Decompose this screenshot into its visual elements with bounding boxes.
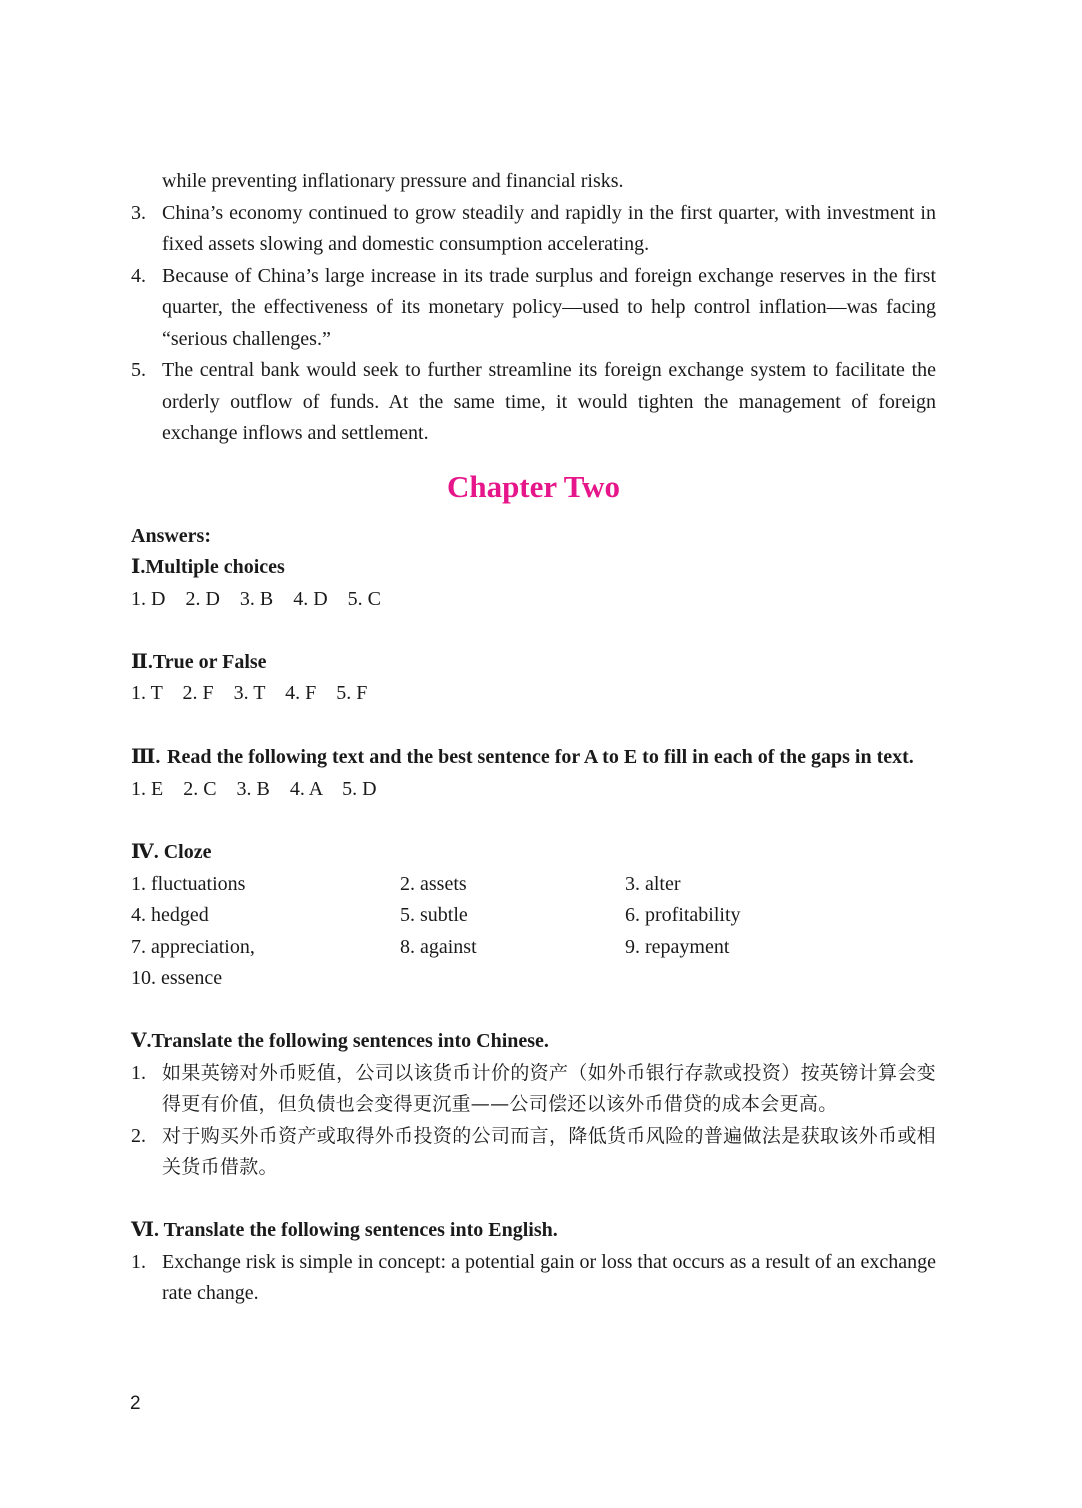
cloze-answer: 9. repayment xyxy=(625,935,730,958)
item-text: 对于购买外币资产或取得外币投资的公司而言，降低货币风险的普遍做法是获取该外币或相关货币借款。 xyxy=(162,1124,936,1178)
cloze-answers xyxy=(131,869,936,995)
summary-list xyxy=(131,198,936,450)
item-number: 2. xyxy=(131,1124,146,1147)
section-heading xyxy=(131,552,936,584)
cloze-answer: 10. essence xyxy=(131,967,223,989)
item-number: 3. xyxy=(131,201,146,224)
chapter-title: Chapter Two xyxy=(446,468,621,504)
cloze-answer: 3. alter xyxy=(625,872,681,895)
cloze-answer: 2. assets xyxy=(400,872,467,895)
page-number: 2 xyxy=(130,1393,141,1414)
item-number: 1. xyxy=(131,1061,146,1084)
item-text: The central bank would seek to further streamline its foreign exchange system to facilitate the orderly outflow of funds. At the same time, it would tighten the management of foreign exchange inflows and settlement. xyxy=(162,359,936,444)
section-numeral: Ⅱ. xyxy=(131,650,153,673)
item-text: Exchange risk is simple in concept: a potential gain or loss that occurs as a result of an exchange rate change. xyxy=(162,1250,936,1304)
cloze-answer: 4. hedged xyxy=(131,904,209,926)
section-heading xyxy=(131,647,936,679)
section-heading xyxy=(131,837,936,869)
section-numeral: Ⅵ. xyxy=(131,1219,159,1241)
item-text: China’s economy continued to grow steadily and rapidly in the first quarter, with investment in fixed assets slowing and domestic consumption accelerating. xyxy=(162,201,936,255)
section-title: Translate the following sentences into English. xyxy=(163,1219,558,1241)
cloze-answer: 7. appreciation, xyxy=(131,935,255,958)
item-number: 1. xyxy=(131,1250,146,1273)
section-numeral: Ⅰ. xyxy=(131,556,146,578)
section-heading xyxy=(131,741,936,774)
section-title: Cloze xyxy=(163,841,212,863)
list-item xyxy=(131,1247,936,1310)
item-number: 4. xyxy=(131,264,146,287)
list-item xyxy=(131,198,936,261)
cloze-answer: 1. fluctuations xyxy=(131,872,246,895)
item-number: 5. xyxy=(131,359,146,381)
list-item xyxy=(131,1121,936,1184)
section-numeral: Ⅳ. xyxy=(131,841,159,863)
section-title: Translate the following sentences into Chinese. xyxy=(151,1030,549,1052)
section-numeral: Ⅲ. xyxy=(131,746,161,768)
answer-line: 1. E 2. C 3. B 4. A 5. D xyxy=(131,778,377,800)
section-title: Multiple choices xyxy=(145,556,285,578)
section-numeral: Ⅴ. xyxy=(131,1030,152,1052)
cloze-answer: 6. profitability xyxy=(625,904,741,926)
answers-label: Answers: xyxy=(131,524,211,547)
list-item xyxy=(131,261,936,356)
answer-line: 1. D 2. D 3. B 4. D 5. C xyxy=(131,587,382,610)
section-heading xyxy=(131,1215,936,1247)
list-item xyxy=(131,355,936,450)
item-text: Because of China’s large increase in its trade surplus and foreign exchange reserves in the first quarter, the effectiveness of its monetary policy—used to help control inflation—was facing “serious challenges.” xyxy=(162,264,936,350)
section-heading xyxy=(131,1026,936,1058)
answer-line: 1. T 2. F 3. T 4. F 5. F xyxy=(131,682,368,704)
item-text: 如果英镑对外币贬值，公司以该货币计价的资产（如外币银行存款或投资）按英镑计算会变得更有价值，但负债也会变得更沉重——公司偿还以该外币借贷的成本会更高。 xyxy=(162,1061,936,1115)
list-item xyxy=(131,1058,936,1121)
cloze-answer: 8. against xyxy=(400,935,477,958)
page-content xyxy=(131,166,936,1310)
cloze-answer: 5. subtle xyxy=(400,904,468,926)
section-title: Read the following text and the best sentence for A to E to fill in each of the gaps in text. xyxy=(167,746,914,768)
section-title: True or False xyxy=(152,650,267,673)
continued-text: while preventing inflationary pressure and financial risks. xyxy=(162,170,624,192)
